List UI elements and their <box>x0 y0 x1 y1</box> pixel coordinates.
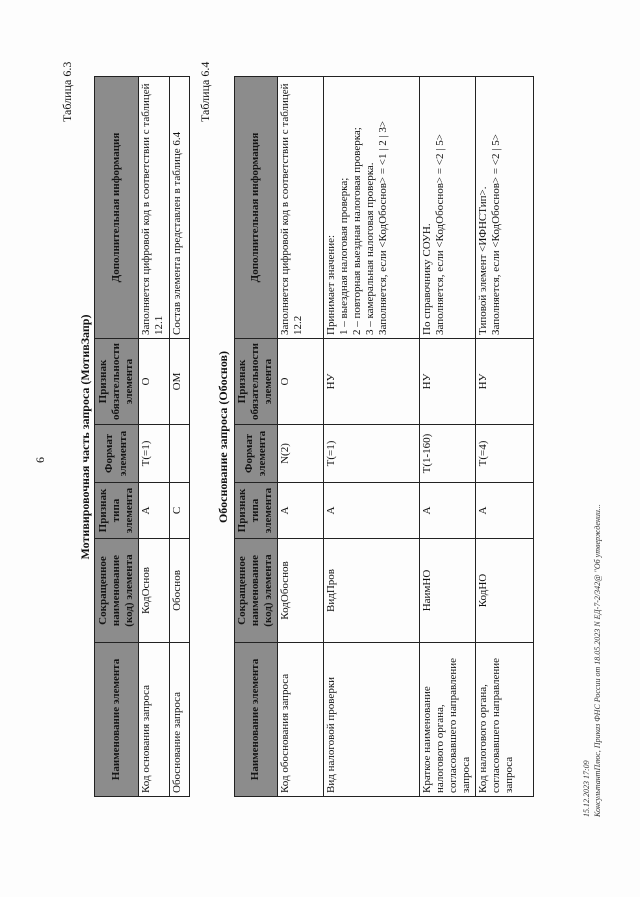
table-cell: Код обоснования запроса <box>277 643 323 797</box>
table-cell: НУ <box>475 339 533 425</box>
header-cell: Признак обязательности элемента <box>95 339 139 425</box>
table-cell: А <box>277 483 323 539</box>
table-cell: А <box>139 483 170 539</box>
table-cell <box>170 425 190 483</box>
table-cell: Т(1-160) <box>419 425 475 483</box>
header-cell: Формат элемента <box>235 425 278 483</box>
table-title-6-4: Обоснование запроса (Обоснов) <box>216 350 230 524</box>
header-cell: Наименование элемента <box>95 643 139 797</box>
table-cell: А <box>323 483 419 539</box>
table-cell: Код основания запроса <box>139 643 170 797</box>
header-cell: Дополнительная информация <box>235 77 278 339</box>
document-stamp-source: КонсультантПлюс, Приказ ФНС России от 18.05.2023 N ЕД-7-2/342@ "Об утверждении... <box>593 504 602 817</box>
table-cell: КодОснов <box>139 539 170 643</box>
table-caption-6-4: Таблица 6.4 <box>198 61 212 122</box>
table-row <box>277 77 323 797</box>
table-row <box>170 77 190 797</box>
table-cell: Типовой элемент <ИФНСТип>. Заполняется, если <КодОбоснов> = <2 | 5> <box>475 77 533 339</box>
header-cell: Признак типа элемента <box>95 483 139 539</box>
table-cell: Обоснов <box>170 539 190 643</box>
table-cell: Краткое наименование налогового органа, согласовавшего направление запроса <box>419 643 475 797</box>
table-cell: ОМ <box>170 339 190 425</box>
table-cell: Принимает значение: 1 – выездная налоговая проверка; 2 – повторная выездная налоговая проверка; 3 – камеральная налоговая проверка. Заполняется, если <КодОбоснов> = <1 | 2 | 3> <box>323 77 419 339</box>
table-cell: Обоснование запроса <box>170 643 190 797</box>
table-row <box>475 77 533 797</box>
table-cell: А <box>419 483 475 539</box>
header-cell: Признак обязательности элемента <box>235 339 278 425</box>
table-cell: Вид налоговой проверки <box>323 643 419 797</box>
header-cell: Наименование элемента <box>235 643 278 797</box>
table-cell: НаимНО <box>419 539 475 643</box>
table-cell: ВидПров <box>323 539 419 643</box>
table-title-6-3: Мотивировочная часть запроса (МотивЗапр) <box>78 314 92 560</box>
table-cell: НУ <box>323 339 419 425</box>
table-cell: Т(=1) <box>139 425 170 483</box>
table-cell: А <box>475 483 533 539</box>
table-cell: Т(=4) <box>475 425 533 483</box>
table-row <box>419 77 475 797</box>
header-cell: Формат элемента <box>95 425 139 483</box>
header-cell: Сокращенное наименование (код) элемента <box>235 539 278 643</box>
page-number: 6 <box>33 457 47 463</box>
table-cell: С <box>170 483 190 539</box>
table-cell: Заполняется цифровой код в соответствии с таблицей 12.2 <box>277 77 323 339</box>
table-cell: КодНО <box>475 539 533 643</box>
table-cell: N(2) <box>277 425 323 483</box>
table-cell: О <box>277 339 323 425</box>
table-cell: НУ <box>419 339 475 425</box>
table-cell: По справочнику СОУН. Заполняется, если <КодОбоснов> = <2 | 5> <box>419 77 475 339</box>
table-cell: Заполняется цифровой код в соответствии с таблицей 12.1 <box>139 77 170 339</box>
table-cell: КодОбоснов <box>277 539 323 643</box>
table-6-4 <box>234 76 534 797</box>
header-cell: Признак типа элемента <box>235 483 278 539</box>
table-cell: О <box>139 339 170 425</box>
table-caption-6-3: Таблица 6.3 <box>60 61 74 122</box>
table-header-row <box>95 77 139 797</box>
table-6-3 <box>94 76 190 797</box>
table-row <box>139 77 170 797</box>
document-stamp-date: 15.12.2023 17:09 <box>582 760 591 817</box>
table-cell: Код налогового органа, согласовавшего направление запроса <box>475 643 533 797</box>
table-row <box>323 77 419 797</box>
table-cell: Т(=1) <box>323 425 419 483</box>
header-cell: Дополнительная информация <box>95 77 139 339</box>
table-header-row <box>235 77 278 797</box>
table-cell: Состав элемента представлен в таблице 6.4 <box>170 77 190 339</box>
header-cell: Сокращенное наименование (код) элемента <box>95 539 139 643</box>
